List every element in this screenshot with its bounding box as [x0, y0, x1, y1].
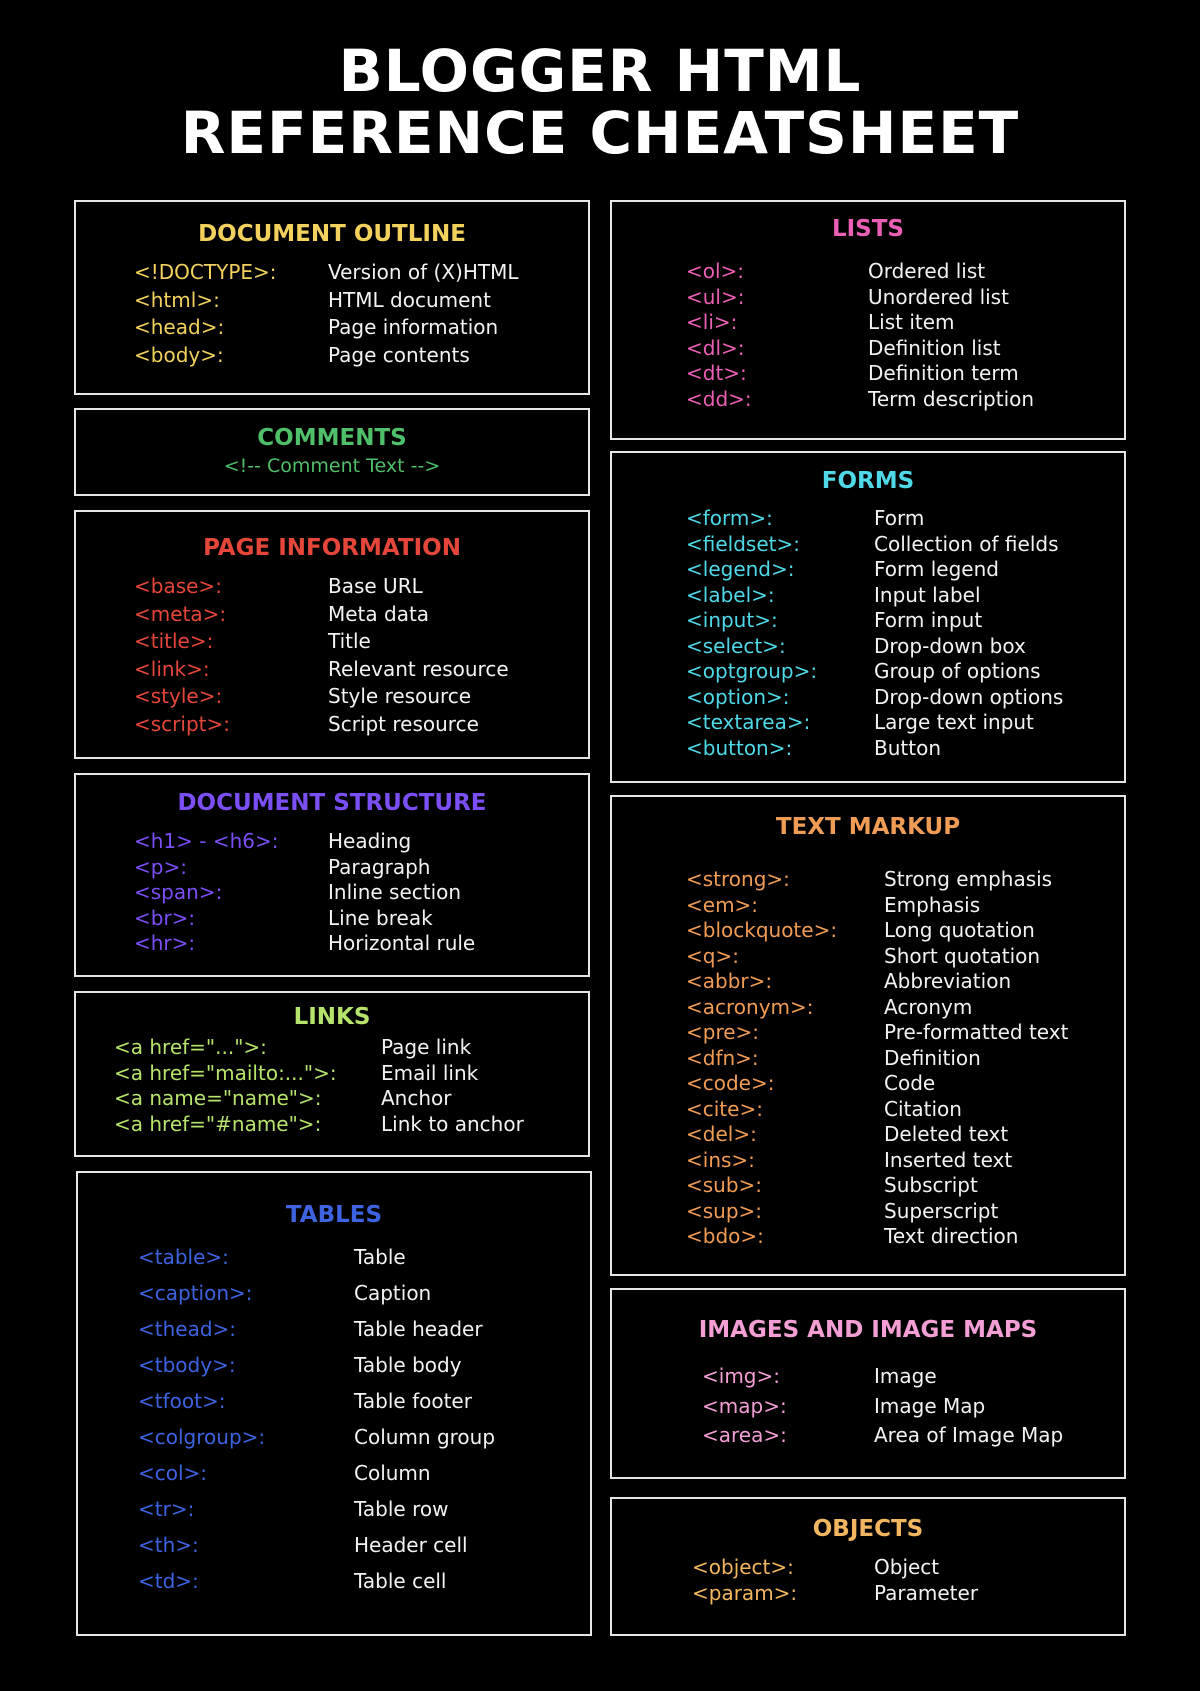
section-heading: LINKS	[293, 1004, 371, 1030]
tag-name: <br>:	[134, 905, 196, 930]
tag-name: <abbr>:	[686, 969, 773, 993]
reference-row	[76, 1035, 588, 1061]
tag-description: Definition list	[868, 335, 1001, 360]
tag-name: <cite>:	[686, 1096, 763, 1121]
tag-description: Inserted text	[884, 1147, 1013, 1172]
tag-description: Form legend	[874, 557, 999, 581]
tag-description: Meta data	[328, 601, 430, 626]
reference-row	[76, 1061, 588, 1087]
reference-row	[612, 736, 1124, 762]
tag-name: <strong>:	[686, 867, 790, 891]
tag-description: Parameter	[874, 1580, 979, 1605]
reference-row	[612, 969, 1124, 995]
reference-row	[76, 343, 588, 371]
tag-name: <map>:	[702, 1393, 787, 1418]
reference-row	[76, 931, 588, 957]
reference-row	[612, 634, 1124, 660]
reference-row	[612, 583, 1124, 609]
tag-name: <blockquote>:	[686, 918, 838, 942]
tag-name: <param>:	[692, 1580, 798, 1605]
reference-row	[612, 918, 1124, 944]
tag-description: Text direction	[884, 1224, 1019, 1248]
tag-name: <fieldset>:	[686, 531, 800, 556]
section-rows	[612, 1364, 1124, 1453]
tag-description: Definition term	[868, 361, 1019, 385]
reference-row	[612, 1364, 1124, 1394]
tag-name: <select>:	[686, 633, 786, 658]
section-rows	[76, 574, 588, 739]
tag-description: Anchor	[381, 1086, 452, 1110]
tag-name: <dt>:	[686, 361, 747, 385]
tag-description: Area of Image Map	[874, 1423, 1064, 1447]
tag-name: <object>:	[692, 1555, 794, 1579]
tag-description: Title	[328, 629, 371, 653]
section-rows	[612, 867, 1124, 1250]
reference-row	[78, 1317, 590, 1353]
reference-row	[76, 315, 588, 343]
section-heading: COMMENTS	[257, 425, 407, 451]
reference-row	[612, 944, 1124, 970]
reference-row	[78, 1533, 590, 1569]
tag-description: Object	[874, 1555, 940, 1579]
reference-row	[612, 1555, 1124, 1581]
page-title	[0, 37, 1200, 167]
section-heading: PAGE INFORMATION	[203, 535, 461, 561]
section-links	[74, 991, 590, 1157]
section-tables	[76, 1171, 592, 1636]
tag-description: Long quotation	[884, 918, 1035, 942]
reference-row	[76, 1086, 588, 1112]
tag-name: <!DOCTYPE>:	[134, 260, 277, 284]
section-heading: IMAGES AND IMAGE MAPS	[698, 1317, 1038, 1343]
tag-description: Table cell	[354, 1569, 447, 1593]
tag-name: <td>:	[138, 1569, 199, 1593]
reference-row	[612, 608, 1124, 634]
tag-name: <a href="#name">:	[114, 1111, 322, 1136]
tag-description: Definition	[884, 1045, 981, 1070]
tag-description: Ordered list	[868, 259, 986, 283]
reference-row	[76, 880, 588, 906]
tag-name: <ol>:	[686, 259, 745, 283]
tag-name: <ul>:	[686, 284, 745, 309]
tag-description: Header cell	[354, 1533, 468, 1557]
tag-name: <dl>:	[686, 335, 745, 360]
reference-row	[612, 532, 1124, 558]
tag-name: <html>:	[134, 287, 220, 312]
tag-name: <dfn>:	[686, 1045, 759, 1070]
tag-name: <img>:	[702, 1364, 780, 1388]
tag-name: <label>:	[686, 582, 775, 607]
tag-description: Drop-down options	[874, 684, 1064, 709]
tag-name: <col>:	[138, 1461, 208, 1485]
tag-description: Form	[874, 506, 925, 530]
tag-description: Page contents	[328, 342, 470, 367]
tag-description: Column	[354, 1461, 431, 1485]
reference-row	[612, 1224, 1124, 1250]
tag-description: Heading	[328, 829, 412, 853]
tag-name: <bdo>:	[686, 1224, 764, 1248]
reference-row	[612, 710, 1124, 736]
tag-description: Unordered list	[868, 284, 1009, 309]
tag-description: Image Map	[874, 1393, 986, 1418]
tag-name: <h1> - <h6>:	[134, 829, 279, 853]
tag-description: Superscript	[884, 1198, 999, 1223]
reference-row	[612, 1173, 1124, 1199]
tag-description: Pre-formatted text	[884, 1020, 1069, 1044]
reference-row	[76, 855, 588, 881]
section-rows	[78, 1245, 590, 1605]
tag-name: <body>:	[134, 342, 224, 367]
reference-row	[76, 1112, 588, 1138]
reference-row	[76, 629, 588, 657]
tag-name: <title>:	[134, 629, 214, 653]
tag-description: Form input	[874, 608, 983, 632]
tag-description: Abbreviation	[884, 969, 1012, 993]
reference-row	[612, 995, 1124, 1021]
reference-row	[612, 310, 1124, 336]
tag-description: Line break	[328, 905, 433, 930]
tag-description: Citation	[884, 1096, 962, 1121]
section-heading: LISTS	[831, 216, 905, 242]
tag-name: <th>:	[138, 1533, 199, 1557]
tag-name: <code>:	[686, 1071, 775, 1095]
section-lists	[610, 200, 1126, 440]
reference-row	[76, 657, 588, 685]
tag-name: <area>:	[702, 1423, 787, 1447]
reference-row	[612, 685, 1124, 711]
tag-description: Column group	[354, 1425, 496, 1449]
tag-name: <p>:	[134, 854, 187, 879]
tag-description: Acronym	[884, 994, 973, 1019]
tag-description: List item	[868, 310, 955, 334]
tag-description: Deleted text	[884, 1122, 1009, 1146]
tag-name: <head>:	[134, 315, 225, 339]
tag-description: Base URL	[328, 574, 423, 598]
tag-name: <q>:	[686, 943, 739, 968]
title-line-2: REFERENCE CHEATSHEET	[180, 99, 1020, 167]
tag-name: <a href="mailto:...">:	[114, 1060, 337, 1085]
tag-description: Paragraph	[328, 854, 431, 879]
tag-name: <optgroup>:	[686, 659, 818, 683]
section-images	[610, 1288, 1126, 1479]
comment-example: <!-- Comment Text -->	[223, 455, 441, 477]
tag-description: Drop-down box	[874, 633, 1026, 658]
reference-row	[76, 684, 588, 712]
tag-description: Subscript	[884, 1173, 978, 1197]
reference-row	[78, 1353, 590, 1389]
tag-description: Script resource	[328, 711, 479, 736]
reference-row	[76, 906, 588, 932]
reference-row	[612, 1097, 1124, 1123]
section-rows	[612, 1555, 1124, 1606]
tag-description: Term description	[868, 386, 1035, 411]
tag-description: Style resource	[328, 684, 472, 708]
tag-description: Image	[874, 1364, 937, 1388]
reference-row	[612, 659, 1124, 685]
section-heading: OBJECTS	[812, 1516, 924, 1542]
tag-name: <span>:	[134, 880, 223, 904]
reference-row	[612, 1122, 1124, 1148]
reference-row	[612, 557, 1124, 583]
reference-row	[78, 1245, 590, 1281]
tag-description: Short quotation	[884, 943, 1041, 968]
tag-name: <base>:	[134, 574, 222, 598]
tag-name: <caption>:	[138, 1281, 253, 1305]
reference-row	[612, 285, 1124, 311]
tag-description: Inline section	[328, 880, 462, 904]
tag-description: Page link	[381, 1035, 472, 1059]
section-comments	[74, 408, 590, 496]
tag-name: <link>:	[134, 656, 210, 681]
reference-row	[76, 574, 588, 602]
tag-name: <form>:	[686, 506, 773, 530]
tag-description: Page information	[328, 315, 499, 339]
reference-row	[612, 259, 1124, 285]
tag-description: Button	[874, 735, 941, 760]
tag-name: <sub>:	[686, 1173, 763, 1197]
reference-row	[612, 506, 1124, 532]
tag-description: Table body	[354, 1353, 462, 1377]
tag-description: Large text input	[874, 710, 1034, 734]
tag-name: <del>:	[686, 1122, 757, 1146]
title-line-1: BLOGGER HTML	[338, 37, 862, 105]
tag-name: <tbody>:	[138, 1353, 236, 1377]
section-heading: DOCUMENT OUTLINE	[198, 221, 466, 247]
section-rows	[612, 259, 1124, 412]
reference-row	[78, 1425, 590, 1461]
reference-row	[612, 1071, 1124, 1097]
section-page-information	[74, 510, 590, 759]
reference-row	[612, 1423, 1124, 1453]
reference-row	[612, 361, 1124, 387]
section-heading: DOCUMENT STRUCTURE	[177, 790, 487, 816]
reference-row	[76, 712, 588, 740]
tag-name: <thead>:	[138, 1317, 237, 1341]
section-rows	[612, 506, 1124, 761]
reference-row	[612, 1046, 1124, 1072]
tag-name: <a name="name">:	[114, 1086, 322, 1110]
tag-name: <option>:	[686, 684, 790, 709]
tag-description: Caption	[354, 1281, 432, 1305]
section-rows	[76, 260, 588, 370]
tag-name: <pre>:	[686, 1020, 760, 1044]
tag-name: <dd>:	[686, 386, 752, 411]
reference-row	[78, 1569, 590, 1605]
tag-name: <textarea>:	[686, 710, 811, 734]
reference-row	[612, 1581, 1124, 1607]
reference-row	[76, 260, 588, 288]
tag-description: Horizontal rule	[328, 931, 476, 955]
tag-name: <script>:	[134, 711, 230, 736]
tag-description: Relevant resource	[328, 656, 509, 681]
tag-name: <ins>:	[686, 1147, 755, 1172]
tag-description: Strong emphasis	[884, 867, 1053, 891]
tag-description: Link to anchor	[381, 1111, 524, 1136]
tag-name: <a href="...">:	[114, 1035, 267, 1059]
reference-row	[78, 1497, 590, 1533]
reference-row	[76, 602, 588, 630]
reference-row	[612, 867, 1124, 893]
tag-name: <em>:	[686, 892, 759, 917]
tag-description: Group of options	[874, 659, 1041, 683]
reference-row	[612, 336, 1124, 362]
tag-description: Table header	[354, 1317, 483, 1341]
section-rows	[76, 1035, 588, 1137]
tag-name: <sup>:	[686, 1198, 763, 1223]
tag-description: Code	[884, 1071, 936, 1095]
section-heading: TEXT MARKUP	[775, 814, 961, 840]
tag-name: <meta>:	[134, 601, 227, 626]
reference-row	[612, 1199, 1124, 1225]
reference-row	[612, 387, 1124, 413]
tag-description: Emphasis	[884, 892, 981, 917]
tag-description: Input label	[874, 582, 981, 607]
tag-name: <input>:	[686, 608, 778, 632]
tag-description: Table footer	[354, 1389, 472, 1413]
section-rows	[76, 829, 588, 957]
tag-description: Table	[354, 1245, 406, 1269]
reference-row	[612, 893, 1124, 919]
section-forms	[610, 451, 1126, 783]
reference-row	[78, 1281, 590, 1317]
tag-name: <legend>:	[686, 557, 795, 581]
tag-description: Email link	[381, 1060, 479, 1085]
reference-row	[612, 1148, 1124, 1174]
section-heading: FORMS	[821, 468, 915, 494]
tag-name: <colgroup>:	[138, 1425, 266, 1449]
tag-name: <table>:	[138, 1245, 229, 1269]
section-document-outline	[74, 200, 590, 395]
tag-description: HTML document	[328, 287, 491, 312]
reference-row	[76, 829, 588, 855]
section-text-markup	[610, 795, 1126, 1276]
tag-name: <tr>:	[138, 1497, 195, 1521]
reference-row	[612, 1020, 1124, 1046]
section-objects	[610, 1497, 1126, 1636]
reference-row	[76, 288, 588, 316]
tag-name: <tfoot>:	[138, 1389, 226, 1413]
tag-name: <hr>:	[134, 931, 196, 955]
tag-name: <button>:	[686, 735, 793, 760]
reference-row	[78, 1461, 590, 1497]
tag-name: <acronym>:	[686, 994, 814, 1019]
tag-description: Version of (X)HTML	[328, 260, 519, 284]
section-heading: TABLES	[285, 1202, 383, 1228]
tag-description: Collection of fields	[874, 531, 1059, 556]
tag-name: <style>:	[134, 684, 223, 708]
section-document-structure	[74, 773, 590, 977]
tag-name: <li>:	[686, 310, 738, 334]
tag-description: Table row	[354, 1497, 449, 1521]
reference-row	[78, 1389, 590, 1425]
reference-row	[612, 1394, 1124, 1424]
